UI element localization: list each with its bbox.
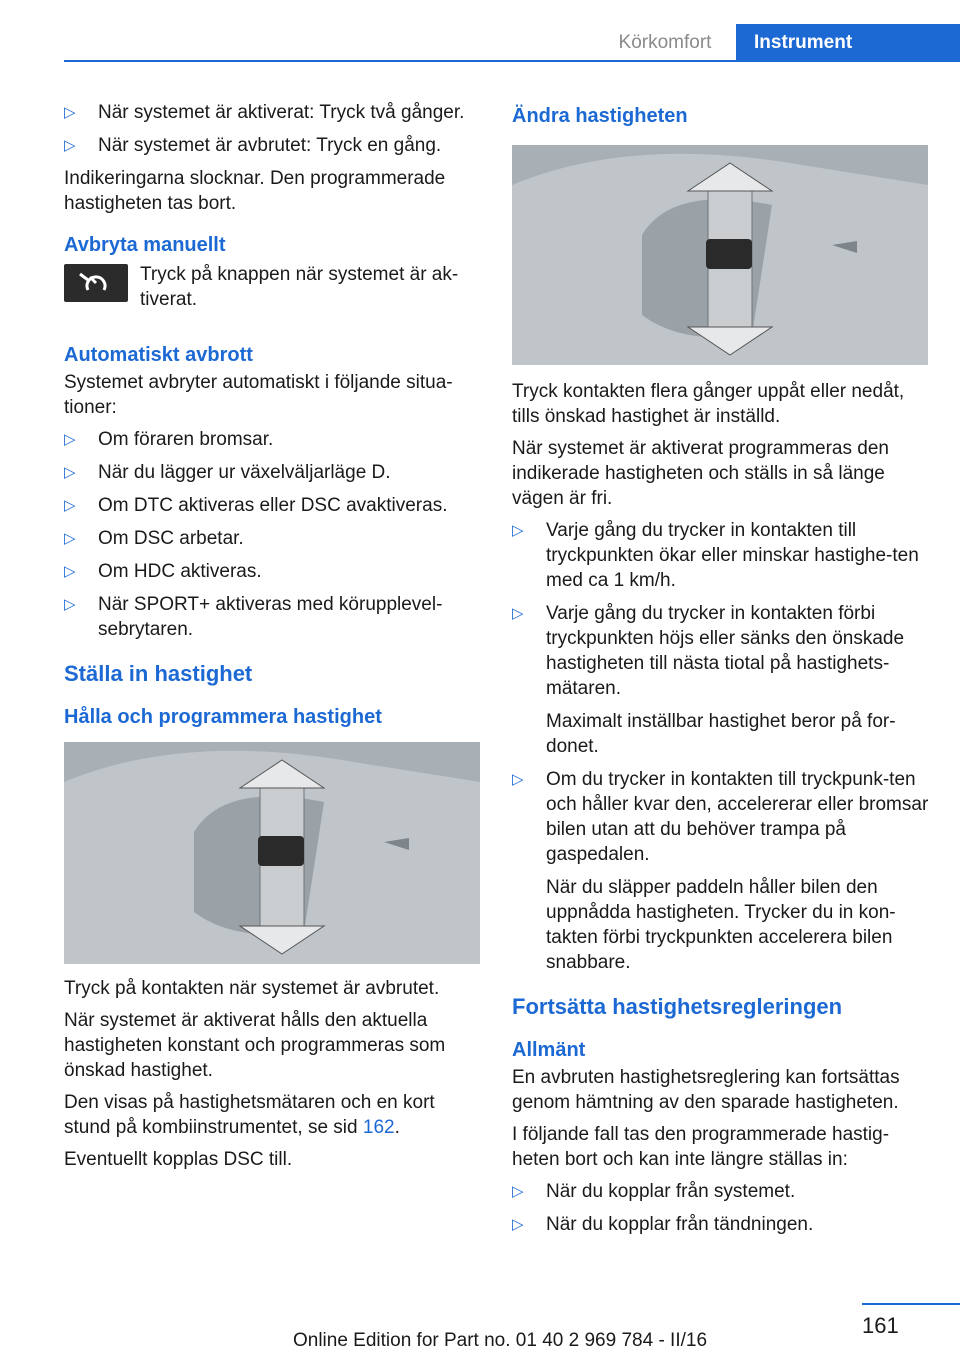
list-item: ▷ Om DTC aktiveras eller DSC avaktiveras.	[64, 495, 448, 516]
left-column	[64, 100, 482, 1179]
paragraph: När systemet är aktiverat hålls den aktuella hastigheten konstant och programmeras som önskad hastighet.	[64, 1010, 446, 1081]
list-item: ▷ Om föraren bromsar.	[64, 429, 274, 450]
list-item: ▷ Om DSC arbetar.	[64, 528, 244, 549]
heading-auto-cancel: Automatiskt avbrott	[64, 344, 253, 366]
paragraph: När systemet är aktiverat programmeras den indikerade hastigheten och ställs in så länge vägen är fri.	[512, 438, 889, 509]
bullet-icon: ▷	[64, 530, 76, 547]
footer-rule	[862, 1303, 960, 1305]
bullet-icon: ▷	[512, 771, 524, 788]
bullet-icon: ▷	[64, 596, 76, 613]
heading-change-speed: Ändra hastigheten	[512, 105, 688, 127]
paragraph: Systemet avbryter automatiskt i följande situa‐tioner:	[64, 372, 453, 418]
paragraph: I följande fall tas den programmerade hastig‐heten bort och kan inte längre ställas in:	[512, 1124, 890, 1170]
list-item: ▷ När du kopplar från tändningen.	[512, 1214, 814, 1235]
steering-wheel-figure	[64, 742, 480, 964]
bullet-icon: ▷	[512, 1183, 524, 1200]
bullet-icon: ▷	[64, 464, 76, 481]
bullet-icon: ▷	[64, 137, 76, 154]
list-item: ▷ När du lägger ur växelväljarläge D.	[64, 462, 391, 483]
heading-general: Allmänt	[512, 1039, 586, 1061]
heading-hold-speed: Hålla och programmera hastighet	[64, 706, 382, 728]
list-item: ▷ Varje gång du trycker in kontakten förbi tryckpunkten höjs eller sänks den önskade hastigheten till nästa tiotal på hastighets‐mätaren.	[512, 603, 905, 699]
heading-cancel-manual: Avbryta manuellt	[64, 234, 226, 256]
heading-resume: Fortsätta hastighetsregleringen	[512, 994, 843, 1019]
list-item: ▷ När du kopplar från systemet.	[512, 1181, 796, 1202]
bullet-icon: ▷	[64, 497, 76, 514]
list-item: ▷ Om HDC aktiveras.	[64, 561, 262, 582]
list-item: ▷ När SPORT+ aktiveras med körupplevel‐sebrytaren.	[64, 594, 443, 640]
paragraph: En avbruten hastighetsreglering kan fortsättas genom hämtning av den sparade hastigheten.	[512, 1067, 900, 1113]
bullet-icon: ▷	[512, 522, 524, 539]
paragraph: Indikeringarna slocknar. Den programmerade hastigheten tas bort.	[64, 168, 446, 214]
cruise-cancel-icon	[64, 264, 128, 302]
list-item: ▷ När systemet är avbrutet: Tryck en gång.	[64, 135, 442, 156]
cancel-text: Tryck på knappen när systemet är ak‐tiverat.	[140, 264, 459, 310]
bullet-icon: ▷	[512, 605, 524, 622]
steering-wheel-figure-2	[512, 145, 928, 365]
edition-note: Online Edition for Part no. 01 40 2 969 784 - II/16	[292, 1330, 708, 1351]
right-column	[512, 100, 930, 1245]
paragraph: Tryck kontakten flera gånger uppåt eller nedåt, tills önskad hastighet är inställd.	[512, 381, 905, 427]
cancel-row	[64, 262, 482, 312]
list-item-note: Maximalt inställbar hastighet beror på for‐donet.	[546, 711, 896, 757]
bullet-icon: ▷	[512, 1216, 524, 1233]
paragraph: Eventuellt kopplas DSC till.	[64, 1149, 293, 1170]
list-item: ▷ När systemet är aktiverat: Tryck två gånger.	[64, 102, 465, 123]
bullet-icon: ▷	[64, 431, 76, 448]
list-item-note: När du släpper paddeln håller bilen den uppnådda hastigheten. Trycker du in kon‐takten förbi tryckpunkten accelerera bilen snabbare.	[546, 877, 896, 973]
page-link[interactable]: 162	[362, 1117, 395, 1138]
header-section: Körkomfort	[618, 32, 712, 53]
list-item: ▷ Om du trycker in kontakten till tryckpunk‐ten och håller kvar den, accelererar eller bromsar bilen utan att du behöver trampa på gaspedalen.	[512, 769, 929, 865]
bullet-icon: ▷	[64, 104, 76, 121]
bullet-icon: ▷	[64, 563, 76, 580]
paragraph: Den visas på hastighetsmätaren och en kort stund på kombiinstrumentet, se sid 162.	[64, 1092, 435, 1138]
header-chapter: Instrument	[736, 24, 960, 62]
heading-set-speed: Ställa in hastighet	[64, 661, 253, 686]
header-rule	[64, 60, 960, 62]
paragraph: Tryck på kontakten när systemet är avbrutet.	[64, 978, 440, 999]
page-number: 161	[862, 1313, 899, 1338]
list-item: ▷ Varje gång du trycker in kontakten till tryckpunkten ökar eller minskar hastighe‐ten med ca 1 km/h.	[512, 520, 919, 591]
